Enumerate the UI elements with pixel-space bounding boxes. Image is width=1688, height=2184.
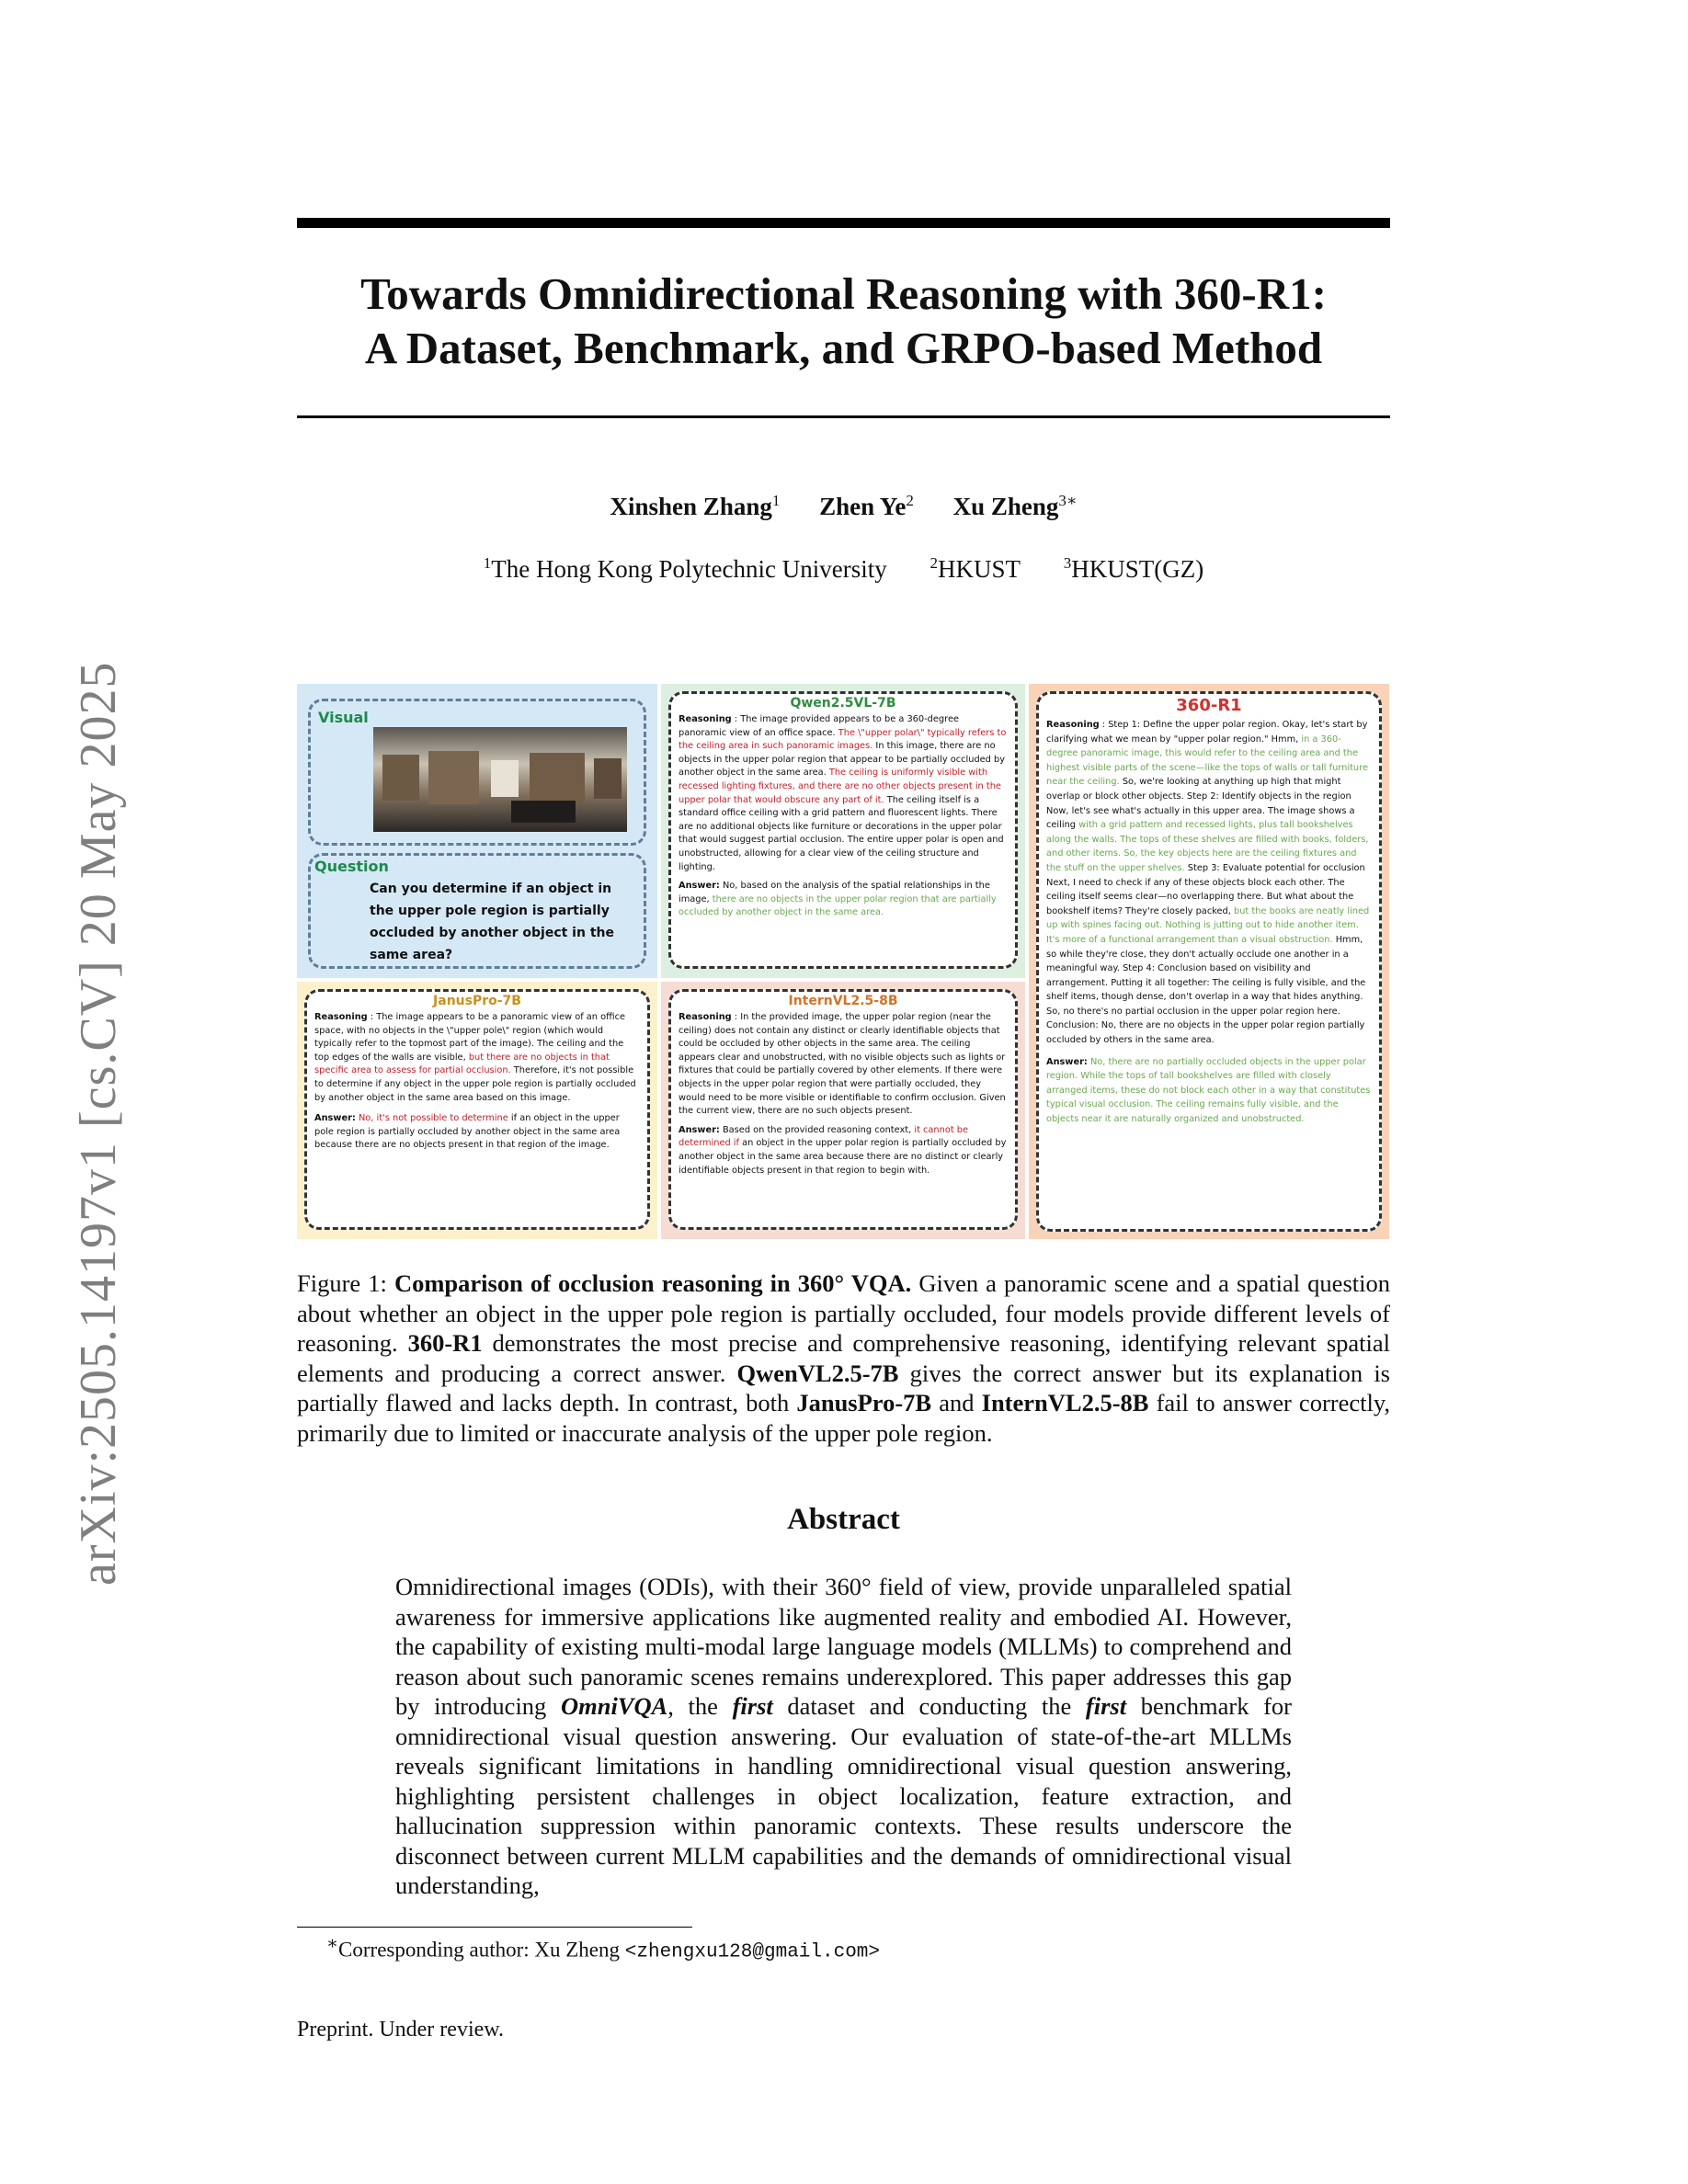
visual-question-panel — [297, 684, 657, 978]
footnote: ∗Corresponding author: Xu Zheng <zhengxu128@gmail.com> — [326, 1934, 881, 1963]
figure-1 — [297, 684, 1389, 1239]
title-top-rule — [297, 218, 1390, 228]
r1-reasoning: Reasoning : Step 1: Define the upper polar region. Okay, let's start by clarifying what we mean by "upper polar region." Hmm, in a 360-degree panoramic image, this would refer to the ceiling area and the highest visible parts of the scene—like the tops of walls or tall furniture near the ceiling. So, we're looking at anything up high that might overlap or block other objects. Step 2: Identify objects in the region Now, let's see what's actually in this upper area. The image shows a ceiling with a grid pattern and recessed lights, plus tall bookshelves along the walls. The tops of these shelves are filled with books, folders, and other items. So, the key objects here are the ceiling fixtures and the stuff on the upper shelves. Step 3: Evaluate potential for occlusion Next, I need to check if any of these objects block each other. The ceiling itself seems clear—no overlapping there. But what about the bookshelf items? They're closely packed, but the books are neatly lined up with spines facing out. Nothing is jutting out to hide another item. It's more of a functional arrangement than a visual obstruction. Hmm, so while they're close, they don't actually occlude one another in a meaningful way. Step 4: Conclusion based on visibility and arrangement. Putting it all together: The ceiling is fully visible, and the shelf items, though dense, don't overlap in a way that hides anything. So, no there's no partial occlusion in the upper polar region here. Conclusion: No, there are no objects in the upper polar region partially occluded by others in the same area. — [1046, 720, 1370, 1046]
r1-answer: Answer: No, there are no partially occluded objects in the upper polar region. While the tops of tall bookshelves are filled with closely arranged items, these do not block each other in a way that constitutes typical visual occlusion. The ceiling remains fully visible, and the objects near it are naturally organized and unobstructed. — [1046, 1056, 1371, 1125]
affiliation: $^3$HKUST(GZ) — [1063, 554, 1204, 583]
visual-label: Visual — [318, 709, 369, 726]
janus-answer: Answer: No, it's not possible to determine if an object in the upper pole region is partially occluded by another object in the same area because there are no objects present in that region of the image. — [314, 1113, 621, 1151]
author: Xinshen Zhang$^1$ — [610, 492, 781, 520]
qwen-reasoning: Reasoning : The image provided appears to be a 360-degree panoramic view of an office space. The \"upper polar\" typically refers to the ceiling area in such panoramic images. In this image, there are no objects in the upper polar region that appear to be partially occluded by another object in the same area. The ceiling is uniformly visible with recessed lighting fixtures, and there are no other objects present in the upper polar that would obscure any part of it. The ceiling itself is a standard office ceiling with a grid pattern and fluorescent lights. There are no additional objects like furniture or decorations in the upper polar that would suggest partial occlusion. The entire upper polar is open and unobstructed, allowing for a clear view of the ceiling structure and lighting. — [679, 714, 1007, 872]
email-link[interactable]: <zhengxu128@gmail.com> — [624, 1941, 881, 1963]
arxiv-stamp — [18, 602, 127, 1586]
r1-panel — [1029, 684, 1389, 1239]
author-list — [297, 492, 1390, 521]
footnote-rule — [297, 1927, 692, 1928]
author: Zhen Ye$^2$ — [819, 492, 914, 520]
janus-panel — [297, 982, 657, 1239]
title-bottom-rule — [297, 415, 1390, 418]
question-box — [308, 853, 646, 969]
figure-caption: Figure 1: Comparison of occlusion reasoning in 360° VQA. Given a panoramic scene and a spatial question about whether an object in the upper pole region is partially occluded, four models provide different levels of reasoning. 360-R1 demonstrates the most precise and comprehensive reasoning, identifying relevant spatial elements and producing a correct answer. QwenVL2.5-7B gives the correct answer but its explanation is partially flawed and lacks depth. In contrast, both JanusPro-7B and InternVL2.5-8B fail to answer correctly, primarily due to limited or inaccurate analysis of the upper pole region. — [297, 1269, 1390, 1447]
janus-reasoning: Reasoning : The image appears to be a panoramic view of an office space, with no objects in the \"upper pole\" region (which would typically refer to the topmost part of the image). The ceiling and the top edges of the walls are visible, but there are no objects in that specific area to assess for partial occlusion. Therefore, it's not possible to determine if any object in the upper pole region is partially occluded by another object in the same area based on this image. — [314, 1012, 636, 1103]
question-text: Can you determine if an object in the upper pole region is partially occluded by another object in the same area? — [370, 882, 614, 962]
visual-box — [308, 699, 646, 846]
janus-box — [304, 989, 650, 1230]
paper-title — [297, 267, 1390, 375]
intern-panel — [661, 982, 1025, 1239]
affiliation-list — [297, 554, 1390, 584]
affiliation: $^1$The Hong Kong Polytechnic University — [483, 554, 887, 583]
qwen-panel — [661, 684, 1025, 978]
affiliation: $^2$HKUST — [930, 554, 1021, 583]
intern-box — [668, 989, 1018, 1230]
r1-box — [1036, 691, 1382, 1232]
title-line-2: A Dataset, Benchmark, and GRPO-based Method — [364, 323, 1323, 373]
qwen-answer: Answer: No, based on the analysis of the spatial relationships in the image, there are no objects in the upper polar region that are partially occluded by another object in the same area. — [679, 881, 997, 918]
intern-reasoning: Reasoning : In the provided image, the upper polar region (near the ceiling) does not contain any distinct or clearly identifiable objects that could be occluded by other objects in the same area. The ceiling appears clear and unobstructed, with no visible objects such as lights or fixtures that could be partially covered by other elements. If there were objects in the upper polar region that were partially occluded, they would need to be more visible or identifiable to confirm occlusion. Given the current view, there are no such objects present. — [679, 1012, 1006, 1117]
intern-answer: Answer: Based on the provided reasoning context, it cannot be determined if an object in the upper polar region is partially occluded by another object in the same area because there are no distinct or clearly identifiable objects present in that region to begin with. — [679, 1124, 1007, 1176]
qwen-title: Qwen2.5VL-7B — [790, 696, 896, 711]
abstract-body: Omnidirectional images (ODIs), with their 360° field of view, provide unparalleled spatial awareness for immersive applications like augmented reality and embodied AI. However, the capability of existing multi-modal large language models (MLLMs) to comprehend and reason about such panoramic scenes remains underexplored. This paper addresses this gap by introducing OmniVQA, the first dataset and conducting the first benchmark for omnidirectional visual question answering. Our evaluation of state-of-the-art MLLMs reveals significant limitations in handling omnidirectional visual question answering, highlighting persistent challenges in object localization, feature extraction, and hallucination suppression within panoramic contexts. These results underscore the disconnect between current MLLM capabilities and the demands of omnidirectional visual understanding, — [395, 1573, 1293, 1899]
r1-title: 360-R1 — [1176, 696, 1242, 715]
abstract-heading: Abstract — [787, 1503, 900, 1536]
janus-title: JanusPro-7B — [433, 994, 521, 1008]
arxiv-identifier: arXiv:2505.14197v1 [cs.CV] 20 May 2025 — [70, 661, 127, 1586]
question-label: Question — [314, 858, 389, 875]
author: Xu Zheng$^{3∗}$ — [952, 492, 1078, 520]
qwen-box — [668, 691, 1018, 969]
preprint-note: Preprint. Under review. — [297, 2018, 505, 2042]
intern-title: InternVL2.5-8B — [788, 994, 898, 1008]
title-line-1: Towards Omnidirectional Reasoning with 360-R1: — [360, 268, 1327, 319]
panorama-image — [373, 727, 627, 832]
